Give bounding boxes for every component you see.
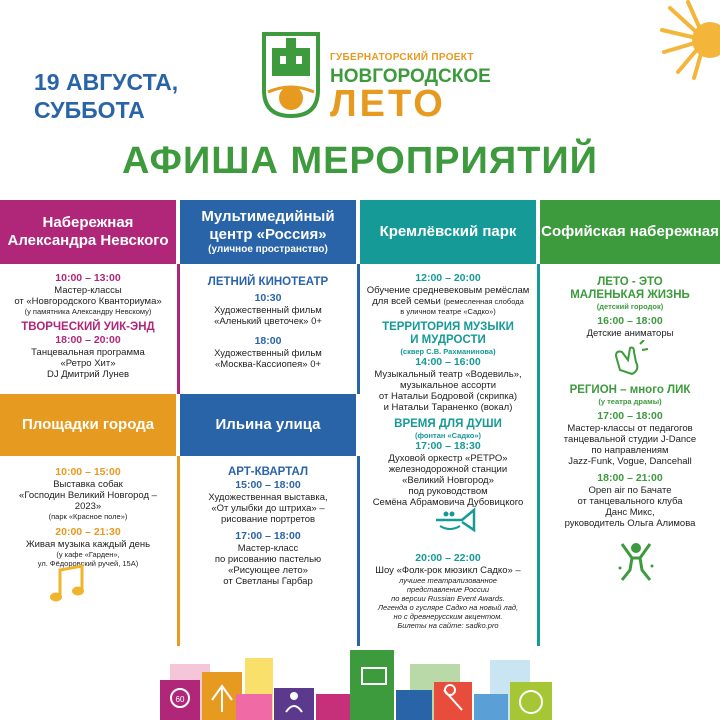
event-time: 18:00	[254, 335, 282, 347]
header-title: Ильина улица	[215, 416, 321, 433]
event-note: Легенда о гусляре Садко на новый лад,	[377, 603, 519, 612]
header-sofia-embankment	[540, 200, 720, 264]
event-text: Детские аниматоры	[586, 328, 674, 339]
badge-60: 60	[175, 695, 185, 704]
header-nevsky-embankment	[0, 200, 176, 264]
event-text: руководитель Ольга Алимова	[564, 518, 696, 529]
activity-tiles	[150, 650, 570, 720]
event-heading: РЕГИОН – много ЛИК	[569, 384, 691, 396]
logo-name-line1: НОВГОРОДСКОЕ	[330, 66, 491, 87]
event-text: Мастер-классы от педагогов	[567, 423, 693, 434]
event-subheading: (фонтан «Садко»)	[414, 431, 482, 440]
music-note-icon	[48, 562, 88, 606]
event-note: ул. Фёдоровский ручей, 15А)	[37, 559, 139, 568]
event-time: 12:00 – 20:00	[415, 272, 481, 284]
event-heading: МАЛЕНЬКАЯ ЖИЗНЬ	[570, 289, 690, 301]
event-text: «Рисующее лето»	[228, 565, 308, 576]
event-time: 20:00 – 22:00	[415, 552, 481, 564]
trumpet-icon	[432, 500, 478, 534]
ilyina-street-events	[180, 466, 356, 587]
event-text: Художественная выставка,	[208, 492, 328, 503]
event-text: музыкальное ассорти	[399, 380, 497, 391]
bottom-icons-strip	[150, 650, 570, 720]
event-text: Jazz-Funk, Vogue, Dancehall	[568, 456, 692, 467]
city-venues-events	[0, 466, 176, 568]
event-text: по рисованию пастелью	[214, 554, 322, 565]
kremlin-emblem-icon	[258, 30, 324, 118]
event-note: (у кафе «Гарден»,	[56, 550, 120, 559]
event-text: для всей семьи	[372, 296, 441, 307]
event-text: «Аленький цветочек» 0+	[214, 316, 322, 327]
event-text: Духовой оркестр «РЕТРО»	[388, 453, 508, 464]
nevsky-events	[0, 272, 176, 380]
event-text: рисование портретов	[220, 514, 316, 525]
header-title: Набережная Александра Невского	[7, 214, 169, 249]
event-text: Художественный фильм	[214, 348, 322, 359]
event-text: от Натальи Бодровой (скрипка)	[378, 391, 518, 402]
event-text: Выставка собак	[53, 479, 123, 490]
event-text: Мастер-классы	[54, 285, 122, 296]
event-text: железнодорожной станции	[388, 464, 508, 475]
date-line: 19 АВГУСТА,	[34, 69, 179, 95]
event-heading: ВРЕМЯ ДЛЯ ДУШИ	[394, 418, 502, 430]
event-note: но с древнерусским акцентом.	[393, 612, 503, 621]
event-time: 14:00 – 16:00	[415, 356, 481, 368]
event-text: танцевальной студии J-Dance	[563, 434, 697, 445]
russia-center-events	[180, 276, 356, 370]
event-text: DJ Дмитрий Лунев	[46, 369, 130, 380]
event-time: 18:00 – 21:00	[597, 472, 663, 484]
sun-icon	[610, 0, 720, 80]
header-subtitle: (уличное пространство)	[208, 244, 328, 255]
event-text: Музыкальный театр «Водевиль»,	[374, 369, 522, 380]
header-title: Софийская набережная	[541, 223, 719, 240]
event-text: от «Новгородского Кванториума»	[14, 296, 162, 307]
event-text: «Господин Великий Новгород –	[19, 490, 157, 501]
event-text: Танцевальная программа	[31, 347, 145, 358]
logo-name-line2: ЛЕТО	[330, 83, 446, 125]
clapping-hands-icon	[610, 340, 650, 376]
event-text: и Натальи Тараненко (вокал)	[383, 402, 513, 413]
event-text: Обучение средневековым ремёслам	[366, 285, 530, 296]
event-heading: ТВОРЧЕСКИЙ УИК-ЭНД	[21, 321, 155, 333]
page-title: АФИША МЕРОПРИЯТИЙ	[122, 140, 598, 182]
event-heading: АРТ-КВАРТАЛ	[227, 466, 309, 478]
event-text: Художественный фильм	[214, 305, 322, 316]
event-text: от Светланы Гарбар	[223, 576, 313, 587]
header-ilyina-street	[180, 394, 356, 456]
event-subheading: (детский городок)	[596, 302, 664, 311]
event-text: «От улыбки до штриха» –	[211, 503, 325, 514]
event-text: Данс Микс,	[605, 507, 655, 518]
event-text: Семёна Абрамовича Дубовицкого	[372, 497, 524, 508]
dancer-icon	[614, 540, 658, 584]
event-heading: ТЕРРИТОРИЯ МУЗЫКИ И МУДРОСТИ	[382, 321, 514, 346]
event-time: 10:30	[254, 292, 282, 304]
header-kremlin-park	[360, 200, 536, 264]
event-text: 2023»	[74, 501, 102, 512]
event-text: Мастер-класс	[237, 543, 299, 554]
event-heading: ЛЕТО - ЭТО	[597, 276, 663, 288]
weekday-line: СУББОТА	[34, 97, 145, 123]
header-russia-center	[180, 200, 356, 264]
event-date	[34, 68, 178, 124]
event-text: «Ретро Хит»	[60, 358, 116, 369]
event-time: 10:00 – 15:00	[55, 466, 121, 478]
event-note: (у памятника Александру Невскому)	[24, 307, 152, 316]
event-note: Билеты на сайте: sadko.pro	[397, 621, 499, 630]
header-city-venues	[0, 394, 176, 456]
event-heading: ЛЕТНИЙ КИНОТЕАТР	[207, 276, 329, 288]
event-time: 18:00 – 20:00	[55, 334, 121, 346]
sofia-embankment-events	[540, 276, 720, 339]
event-time: 17:00 – 18:30	[415, 440, 481, 452]
event-text: под руководством	[408, 486, 488, 497]
event-note: (парк «Красное поле»)	[48, 512, 128, 521]
kremlin-park-events	[360, 272, 536, 508]
event-text: «Москва-Кассиопея» 0+	[214, 359, 322, 370]
event-subheading: (сквер С.В. Рахманинова)	[400, 347, 496, 356]
event-note: по версии Russian Event Awards.	[391, 594, 505, 603]
event-note: в уличном театре «Садко»)	[400, 307, 496, 316]
event-text: Шоу «Фолк-рок мюзикл Садко» –	[375, 565, 521, 576]
event-text: по направлениям	[591, 445, 669, 456]
logo	[258, 30, 518, 125]
event-text: «Великий Новгород»	[402, 475, 494, 486]
header-title: Мультимедийный центр «Россия»	[201, 208, 335, 243]
event-time: 15:00 – 18:00	[235, 479, 301, 491]
event-text: от танцевального клуба	[577, 496, 683, 507]
event-time: 17:00 – 18:00	[597, 410, 663, 422]
event-time: 20:00 – 21:30	[55, 526, 121, 538]
event-time: 16:00 – 18:00	[597, 315, 663, 327]
logo-project-label: ГУБЕРНАТОРСКИЙ ПРОЕКТ	[330, 52, 474, 63]
event-text: Живая музыка каждый день	[25, 539, 151, 550]
sofia-embankment-events-2	[540, 384, 720, 529]
event-note: лучшее театрализованное	[399, 576, 497, 585]
header-title: Кремлёвский парк	[379, 223, 517, 240]
event-note: представление России	[406, 585, 490, 594]
event-note: (ремесленная слобода	[443, 297, 524, 306]
kremlin-park-show	[360, 552, 536, 630]
header-title: Площадки города	[21, 416, 155, 433]
event-time: 17:00 – 18:00	[235, 530, 301, 542]
event-time: 10:00 – 13:00	[55, 272, 121, 284]
event-subheading: (у театра драмы)	[598, 397, 662, 406]
event-text: Open air по Бачате	[588, 485, 672, 496]
